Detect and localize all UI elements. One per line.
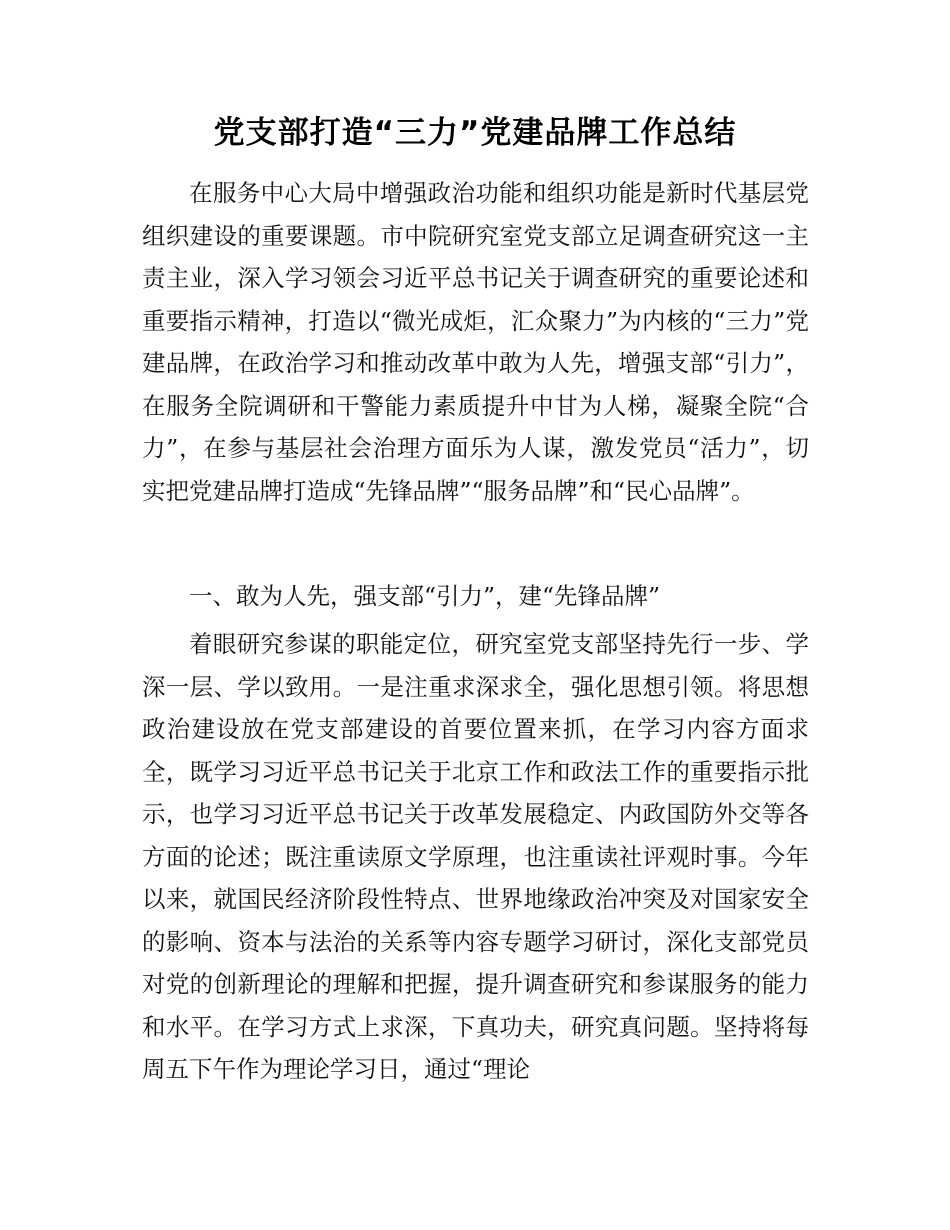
intro-paragraph: 在服务中心大局中增强政治功能和组织功能是新时代基层党组织建设的重要课题。市中院研究室党支部立足调查研究这一主责主业，深入学习领会习近平总书记关于调查研究的重要论述和重要指示精神，打造以“微光成炬，汇众聚力”为内核的“三力”党建品牌，在政治学习和推动改革中敢为人先，增强支部“引力”，在服务全院调研和干警能力素质提升中甘为人梯，凝聚全院“合力”，在参与基层社会治理方面乐为人谋，激发党员“活力”，切实把党建品牌打造成“先锋品牌”“服务品牌”和“民心品牌”。	[142, 179, 809, 505]
section-heading: 一、敢为人先，强支部“引力”，建“先锋品牌”	[189, 582, 661, 610]
section-paragraph: 着眼研究参谋的职能定位，研究室党支部坚持先行一步、学深一层、学以致用。一是注重求深求全，强化思想引领。将思想政治建设放在党支部建设的首要位置来抓，在学习内容方面求全，既学习习近平总书记关于北京工作和政法工作的重要指示批示，也学习习近平总书记关于改革发展稳定、内政国防外交等各方面的论述；既注重读原文学原理，也注重读社评观时事。今年以来，就国民经济阶段性特点、世界地缘政治冲突及对国家安全的影响、资本与法治的关系等内容专题学习研讨，深化支部党员对党的创新理论的理解和把握，提升调查研究和参谋服务的能力和水平。在学习方式上求深，下真功夫，研究真问题。坚持将每周五下午作为理论学习日，通过“理论	[142, 630, 809, 1083]
document-title: 党支部打造“三力”党建品牌工作总结	[213, 115, 737, 151]
